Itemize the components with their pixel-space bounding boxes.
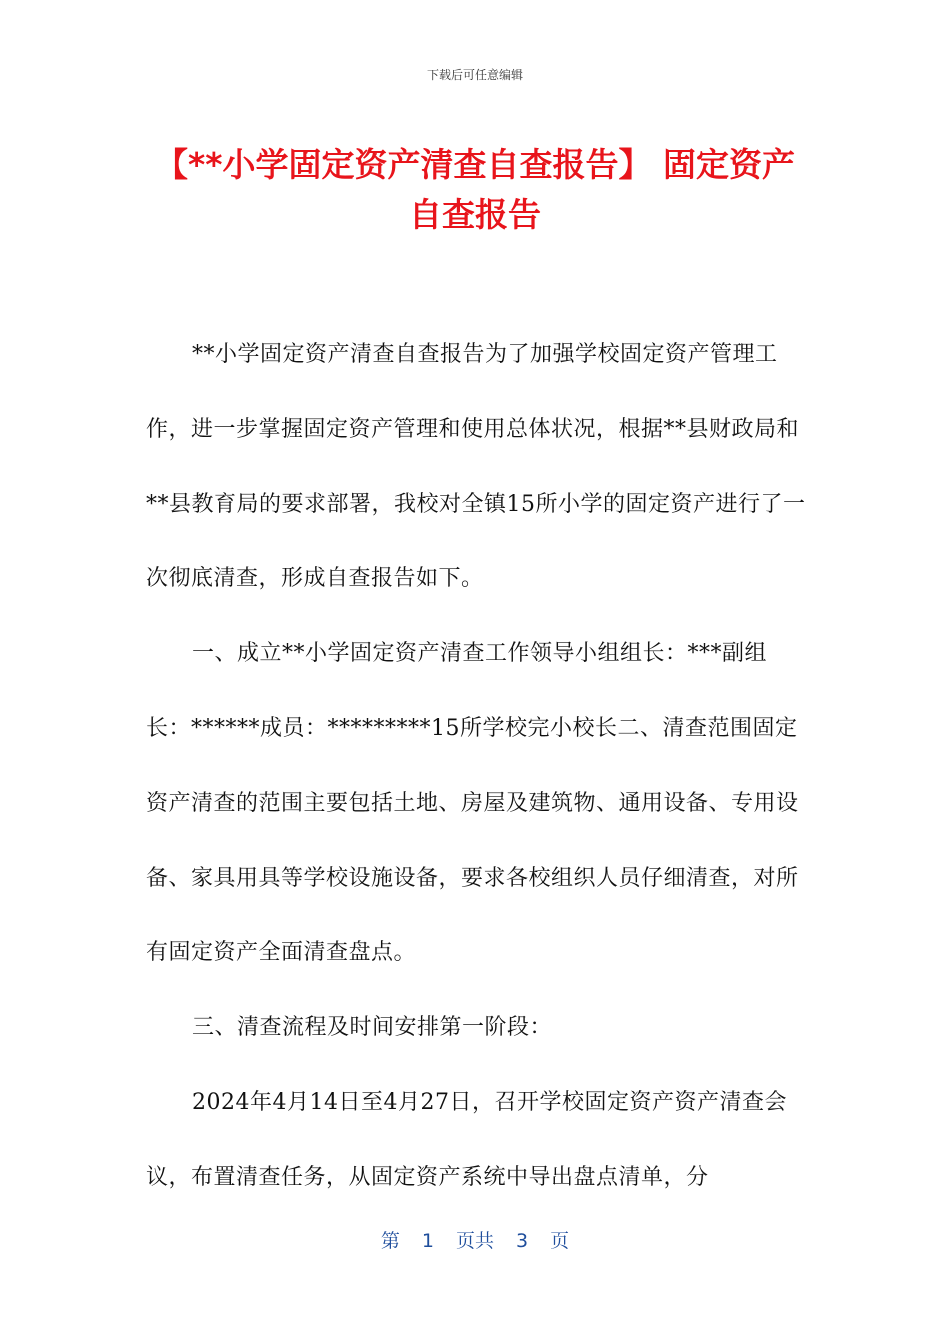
- body-paragraph: **小学固定资产清查自查报告为了加强学校固定资产管理工作，进一步掌握固定资产管理和使用总体状况，根据**县财政局和**县教育局的要求部署，我校对全镇15所小学的固定资产进行了一次彻底清查，形成自查报告如下。: [146, 342, 806, 592]
- document-title-line-2: 自查报告: [409, 195, 541, 234]
- footer-total-pages: 3: [516, 1230, 529, 1252]
- document-title: [120, 140, 830, 240]
- page-footer: [0, 1226, 950, 1253]
- footer-page-suffix: 页: [550, 1230, 570, 1252]
- footer-current-page: 1: [421, 1230, 434, 1252]
- document-body: [146, 318, 811, 1216]
- footer-page-middle: 页共: [455, 1230, 494, 1252]
- body-paragraph: 一、成立**小学固定资产清查工作领导小组组长：***副组长：******成员：*********15所学校完小校长二、清查范围固定资产清查的范围主要包括土地、房屋及建筑物、通用设备、专用设备、家具用具等学校设施设备，要求各校组织人员仔细清查，对所有固定资产全面清查盘点。: [146, 641, 799, 966]
- body-paragraph: 三、清查流程及时间安排第一阶段：: [192, 1015, 553, 1041]
- document-title-line-1: 【**小学固定资产清查自查报告】 固定资产: [154, 145, 795, 184]
- body-paragraph: 2024年4月14日至4月27日，召开学校固定资产资产清查会议，布置清查任务，从固定资产系统中导出盘点清单，分: [146, 1089, 787, 1190]
- footer-page-prefix: 第: [380, 1230, 400, 1252]
- header-note: 下载后可任意编辑: [426, 68, 523, 82]
